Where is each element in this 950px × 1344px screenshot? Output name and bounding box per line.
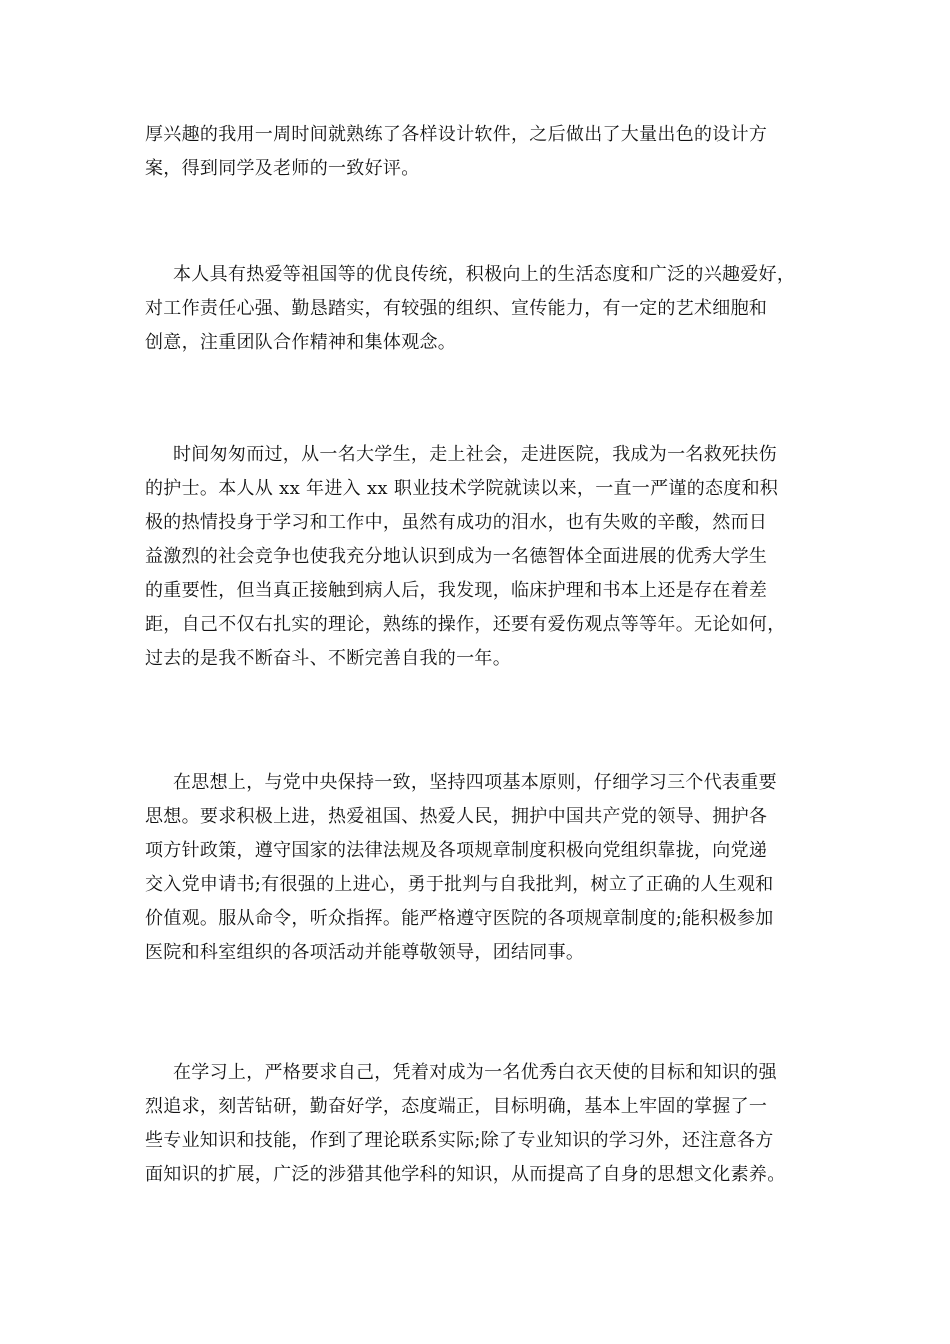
paragraph-ideology — [145, 766, 825, 970]
text-line: 些专业知识和技能，作到了理论联系实际;除了专业知识的学习外，还注意各方 — [145, 1130, 774, 1151]
paragraph-nursing-experience — [145, 438, 825, 676]
text-line: 面知识的扩展，广泛的涉猎其他学科的知识，从而提高了自身的思想文化素养。 — [145, 1164, 786, 1185]
text-line: 创意，注重团队合作精神和集体观念。 — [145, 332, 457, 353]
text-line: 案，得到同学及老师的一致好评。 — [145, 158, 420, 179]
text-line: 思想。要求积极上进，热爱祖国、热爱人民，拥护中国共产党的领导、拥护各 — [145, 806, 768, 827]
paragraph-study — [145, 1056, 825, 1192]
text-line: 厚兴趣的我用一周时间就熟练了各样设计软件，之后做出了大量出色的设计方 — [145, 124, 768, 145]
text-line: 交入党申请书;有很强的上进心，勇于批判与自我批判，树立了正确的人生观和 — [145, 874, 774, 895]
text-line: 在思想上，与党中央保持一致，坚持四项基本原则，仔细学习三个代表重要 — [173, 772, 777, 793]
paragraph-personal-traits — [145, 258, 825, 360]
text-line: 价值观。服从命令，听众指挥。能严格遵守医院的各项规章制度的;能积极参加 — [145, 908, 774, 929]
paragraph-design-software — [145, 118, 825, 186]
text-line: 过去的是我不断奋斗、不断完善自我的一年。 — [145, 648, 511, 669]
text-line: 的重要性，但当真正接触到病人后，我发现，临床护理和书本上还是存在着差 — [145, 580, 768, 601]
text-line: 烈追求，刻苦钻研，勤奋好学，态度端正，目标明确，基本上牢固的掌握了一 — [145, 1096, 768, 1117]
text-line: 在学习上，严格要求自己，凭着对成为一名优秀白衣天使的目标和知识的强 — [173, 1062, 777, 1083]
text-line: 医院和科室组织的各项活动并能尊敬领导，团结同事。 — [145, 942, 585, 963]
text-line: 距，自己不仅右扎实的理论，熟练的操作，还要有爱伤观点等等年。无论如何， — [145, 614, 786, 635]
text-line: 极的热情投身于学习和工作中，虽然有成功的泪水，也有失败的辛酸，然而日 — [145, 512, 768, 533]
text-line: 对工作责任心强、勤恳踏实，有较强的组织、宣传能力，有一定的艺术细胞和 — [145, 298, 768, 319]
text-line: 益激烈的社会竞争也使我充分地认识到成为一名德智体全面进展的优秀大学生 — [145, 546, 768, 567]
text-line: 时间匆匆而过，从一名大学生，走上社会，走进医院，我成为一名救死扶伤 — [173, 444, 777, 465]
text-line: 项方针政策，遵守国家的法律法规及各项规章制度积极向党组织靠拢，向党递 — [145, 840, 768, 861]
text-line: 本人具有热爱等祖国等的优良传统，积极向上的生活态度和广泛的兴趣爱好， — [173, 264, 796, 285]
text-line: 的护士。本人从 xx 年进入 xx 职业技术学院就读以来，一直一严谨的态度和积 — [145, 478, 779, 499]
